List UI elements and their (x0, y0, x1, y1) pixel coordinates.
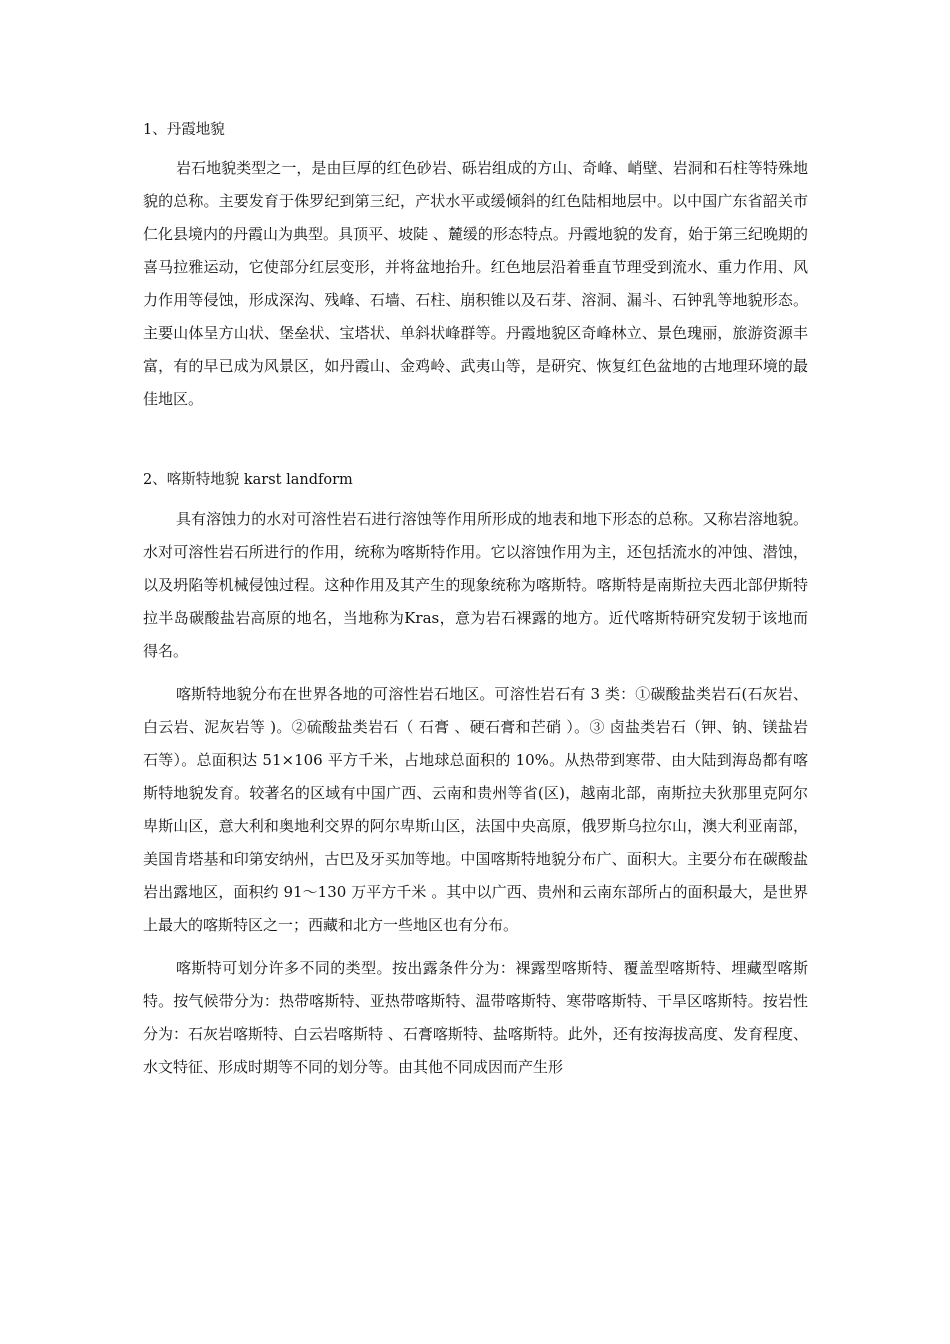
document-body (143, 120, 808, 1084)
paragraph: 喀斯特可划分许多不同的类型。按出露条件分为：裸露型喀斯特、覆盖型喀斯特、埋藏型喀斯特。按气候带分为：热带喀斯特、亚热带喀斯特、温带喀斯特、寒带喀斯特、干旱区喀斯特。按岩性分为：石灰岩喀斯特、白云岩喀斯特 、石膏喀斯特、盐喀斯特。此外，还有按海拔高度、发育程度、水文特征、形成时期等不同的划分等。由其他不同成因而产生形 (143, 959, 808, 1076)
paragraph: 岩石地貌类型之一，是由巨厚的红色砂岩、砾岩组成的方山、奇峰、峭壁、岩洞和石柱等特殊地貌的总称。主要发育于侏罗纪到第三纪，产状水平或缓倾斜的红色陆相地层中。以中国广东省韶关市仁化县境内的丹霞山为典型。具顶平、坡陡 、麓缓的形态特点。丹霞地貌的发育，始于第三纪晚期的喜马拉雅运动，它使部分红层变形，并将盆地抬升。红色地层沿着垂直节理受到流水、重力作用、风力作用等侵蚀，形成深沟、残峰、石墙、石柱、崩积锥以及石芽、溶洞、漏斗、石钟乳等地貌形态。主要山体呈方山状、堡垒状、宝塔状、单斜状峰群等。丹霞地貌区奇峰林立、景色瑰丽，旅游资源丰富，有的早已成为风景区，如丹霞山、金鸡岭、武夷山等，是研究、恢复红色盆地的古地理环境的最佳地区。 (143, 159, 808, 408)
section-heading: 2、喀斯特地貌 karst landform (143, 472, 353, 488)
paragraph: 喀斯特地貌分布在世界各地的可溶性岩石地区。可溶性岩石有 3 类：①碳酸盐类岩石(石灰岩、白云岩、泥灰岩等 )。②硫酸盐类岩石（ 石膏 、硬石膏和芒硝 ）。③ 卤盐类岩石（钾、钠、镁盐岩石等）。总面积达 51×106 平方千米，占地球总面积的 10%。从热带到寒带、由大陆到海岛都有喀斯特地貌发育。较著名的区域有中国广西、云南和贵州等省(区)，越南北部，南斯拉夫狄那里克阿尔卑斯山区，意大利和奥地利交界的阿尔卑斯山区，法国中央高原，俄罗斯乌拉尔山，澳大利亚南部，美国肯塔基和印第安纳州，古巴及牙买加等地。中国喀斯特地貌分布广、面积大。主要分布在碳酸盐岩出露地区，面积约 91～130 万平方千米 。其中以广西、贵州和云南东部所占的面积最大，是世界上最大的喀斯特区之一；西藏和北方一些地区也有分布。 (143, 685, 808, 934)
section-heading: 1、丹霞地貌 (143, 122, 225, 138)
paragraph: 具有溶蚀力的水对可溶性岩石进行溶蚀等作用所形成的地表和地下形态的总称。又称岩溶地貌。水对可溶性岩石所进行的作用，统称为喀斯特作用。它以溶蚀作用为主，还包括流水的冲蚀、潜蚀，以及坍陷等机械侵蚀过程。这种作用及其产生的现象统称为喀斯特。喀斯特是南斯拉夫西北部伊斯特拉半岛碳酸盐岩高原的地名，当地称为Kras，意为岩石裸露的地方。近代喀斯特研究发轫于该地而得名。 (143, 510, 808, 660)
section-danxia-landform (143, 120, 808, 416)
section-karst-landform (143, 470, 808, 1084)
